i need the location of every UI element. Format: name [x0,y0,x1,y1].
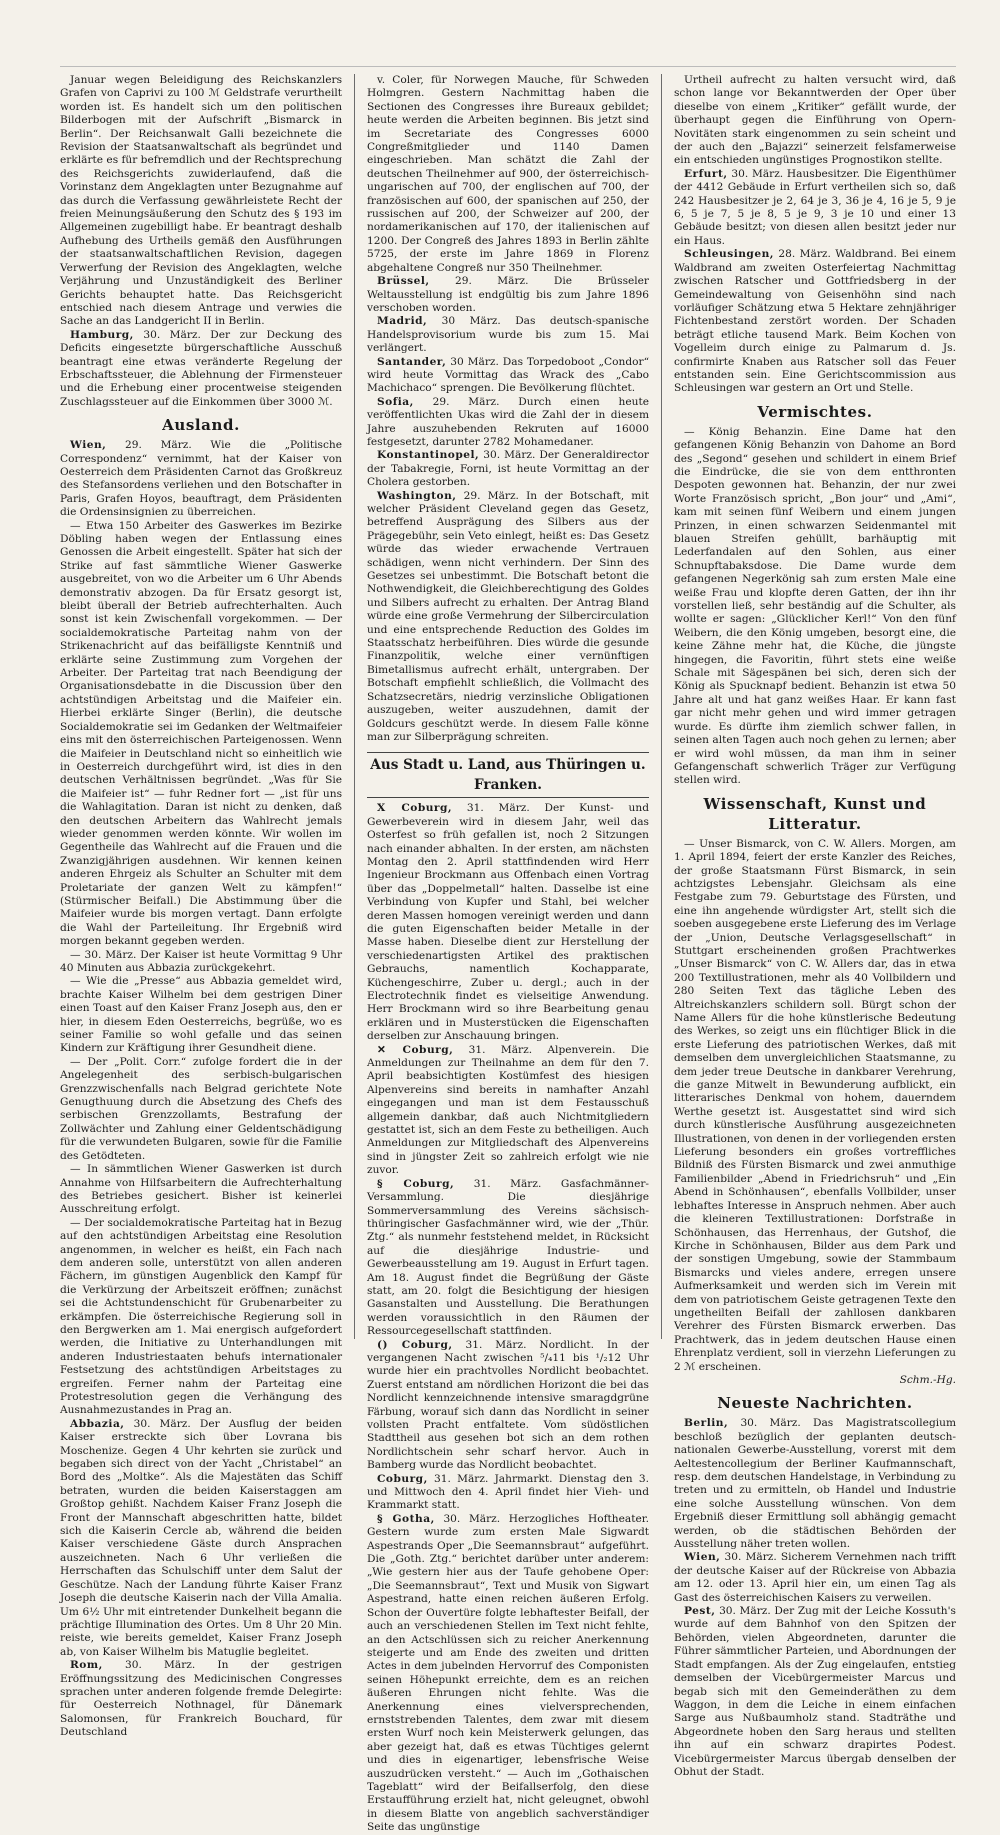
section-heading: Ausland. [162,416,240,435]
article-paragraph [60,439,342,519]
dateline: Hamburg, [70,328,134,341]
top-rule [60,66,956,67]
article-text: 29. März. Wie die „Politische Correspondenz“ vernimmt, hat der Kaiser von Oesterreich dem Präsidenten Carnot das Großkreuz des Stefansordens verliehen und den Botschafter in Paris, Grafen Hoyos, beauftragt, dem Präsidenten die Ordensinsignien zu überreichen. [60,439,343,519]
article-paragraph [674,74,956,168]
column-divider [661,74,662,1339]
dateline: Coburg, [376,1472,428,1485]
article-paragraph [367,1044,649,1178]
article-paragraph [367,74,649,275]
dateline: Wien, [70,439,107,452]
section-heading: Neueste Nachrichten. [717,1394,913,1413]
dateline: Wien, [683,1551,721,1564]
article-paragraph [367,396,649,450]
article-text: 31. März. Jahrmarkt. Dienstag den 3. und Mittwoch den 4. April findet hier Vieh- und Krammarkt statt. [366,1472,649,1512]
dateline: Santander, [376,355,447,368]
article-text: — Wie die „Presse“ aus Abbazia gemeldet wird, brachte Kaiser Wilhelm bei dem gestrigen Diner einen Toast auf den Kaiser Franz Joseph aus, den er hier, in diesem Eden Oesterreichs, begrüße, wo es seiner Familie so wohl gefalle und das seinen Kindern zur Kräftigung ihrer Gesundheit diene. [60,975,343,1055]
article-text: 29. März. Die Brüsseler Weltausstellung ist endgültig bis zum Jahre 1896 verschoben worden. [366,275,649,314]
dateline: X Coburg, [376,802,453,815]
article-text: 30. März. Der zur Deckung des Deficits eingesetzte bürgerschaftliche Ausschuß beantragt eine etwas veränderte Regelung der Erbschaftssteuer, die Ablehnung der Firmensteuer und die Erhebung einer procentweise steigenden Zuschlagssteuer auf die Einkommen über 3000 ℳ. [60,328,343,408]
article-paragraph [367,1513,649,1835]
dateline: Erfurt, [683,167,728,180]
article-text: 30. März. In der gestrigen Eröffnungssitzung des Medicinischen Congresses sprachen unter anderen folgende fremde Delegirte: für Oesterreich Nothnagel, für Dänemark Salomonsen, für Frankreich Bouchard, für Deutschland [60,1659,343,1739]
article-text: 29. März. Durch einen heute veröffentlichten Ukas wird die Zahl der in diesem Jahre auszuhebenden Rekruten auf 16000 festgesetzt, darunter 2782 Mohamedaner. [366,395,649,448]
column-divider [354,74,355,1339]
article-paragraph [367,275,649,315]
columns [60,74,956,1834]
article-text: 30. März. Das Magistratscollegium beschloß bezüglich der geplanten deutsch-nationalen Gewerbe-Ausstellung, vorerst mit dem Aeltestencollegium der Berliner Kaufmannschaft, resp. dem deutschen Handelstage, in Verbindung zu treten und zu ermitteln, ob Handel und Industrie eine solche Ausstellung wünschen. Von dem Ergebniß dieser Ermittlung soll abhängig gemacht werden, ob die städtischen Behörden der Ausstellung näher treten wollen. [673,1417,956,1551]
dateline: Schleusingen, [683,248,774,261]
section-heading: Aus Stadt u. Land, aus Thüringen u. Franken. [367,752,649,798]
article-paragraph [367,356,649,396]
article-paragraph [60,1056,342,1163]
article-paragraph [674,1417,956,1551]
article-paragraph [60,975,342,1055]
article-text: — In sämmtlichen Wiener Gaswerken ist durch Annahme von Hilfsarbeitern die Aufrechterhaltung des Betriebes gesichert. Bisher ist keinerlei Ausschreitung erfolgt. [60,1163,343,1216]
article-text: 30. März. Der Generaldirector der Tabakregie, Forni, ist heute Vormittag an der Cholera gestorben. [366,449,649,489]
article-paragraph [367,449,649,489]
article-text: — 30. März. Der Kaiser ist heute Vormittag 9 Uhr 40 Minuten aus Abbazia zurückgekehrt. [60,948,343,974]
dateline: Brüssel, [376,275,430,288]
article-paragraph [367,1178,649,1339]
dateline: Sofia, [376,395,414,408]
dateline: ✕ Coburg, [376,1043,454,1056]
article-paragraph [60,74,342,329]
article-text: — Unser Bismarck, von C. W. Allers. Morgen, am 1. April 1894, feiert der erste Kanzler des Reiches, der große Staatsmann Fürst Bismarck, in sein achtzigstes Lebensjahr. Gleichsam als eine Festgabe zum 79. Geburtstage des Fürsten, und eine ihn angehende würdigster Art, stellt sich die soeben ausgegebene erste Lieferung des im Verlage der „Union, Deutsche Verlagsgesellschaft“ in Stuttgart erscheinenden großen Prachtwerkes „Unser Bismarck“ von C. W. Allers dar, das in etwa 200 Textillustrationen, mehr als 40 Vollbildern und 280 Seiten Text das tägliche Leben des Altreichskanzlers schildern soll. Bürgt schon der Name Allers für die hohe künstlerische Bedeutung des Werkes, so zeigt uns ein flüchtiger Blick in die erste Lieferung des patriotischen Werkes, daß mit demselben dem unvergleichlichen Staatsmanne, zu dem jeder treue Deutsche in dankbarer Verehrung, die ganze Mitwelt in Bewunderung aufblickt, ein litterarisches Denkmal von hohem, dauerndem Werthe gesetzt ist. Ausgestattet sind wird sich durch künstlerische Ausführung ausgezeichneten Illustrationen, von denen in der vorliegenden ersten Lieferung besonders ein großes vortreffliches Bildniß des Fürsten Bismarck und zwei anmuthige Familienbilder „Abend in Friedrichsruh“ und „Ein Abend in Schönhausen“, ebenfalls Vollbilder, unser lebhaftes Interesse in Anspruch nehmen. Aber auch die kleineren Textillustrationen: Dorfstraße in Schönhausen, das Herrenhaus, der Gutshof, die Kirche in Schönhausen, Bilder aus dem Park und der sonstigen Umgebung, sowie der Stammbaum Bismarcks und vieles andere, erregen unsere Aufmerksamkeit und werden sich im Verein mit dem von patriotischem Geiste getragenen Texte den ungetheilten Beifall der zahllosen dankbaren Verehrer des Fürsten Bismarck erwerben. Das Prachtwerk, das in jedem deutschen Hause einen Ehrenplatz verdient, soll in vierzehn Lieferungen zu 2 ℳ erscheinen. [673,837,956,1373]
article-paragraph [60,520,342,949]
dateline: Konstantinopel, [376,449,480,462]
article-text: — Der socialdemokratische Parteitag hat in Bezug auf den achtstündigen Arbeitstag eine Resolution angenommen, in welcher es heißt, ein Fach nach dem anderen solle, unterstützt von allen anderen Fächern, im günstigen Augenblick den Kampf für die Verkürzung der Arbeitszeit eröffnen; zunächst sei die Achtstundenschicht für Grubenarbeiter zu erkämpfen. Die österreichische Regierung soll in den Bergwerken am 1. Mai energisch aufgefordert werden, die Initiative zu Unterhandlungen mit anderen Industriestaaten behufs internationaler Festsetzung des achtstündigen Arbeitstages zu ergreifen. Ferner nahm der Parteitag eine Protestresolution gegen die Verhängung des Ausnahmezustandes in Prag an. [60,1216,343,1417]
article-text: 30. März. Sicherem Vernehmen nach trifft der deutsche Kaiser auf der Rückreise von Abbazia am 12. oder 13. April hier ein, um einen Tag als Gast des österreichischen Kaisers zu verweilen. [673,1551,956,1604]
article-text: 28. März. Waldbrand. Bei einem Waldbrand am zweiten Osterfeiertag Nachmittag zwischen Ratscher und Gottfriedsberg in der Gemeindewaltung von Geisenhöhn sind nach vorläufiger Schätzung etwa 5 Hektare zehnjähriger Fichtenbestand zerstört worden. Der Schaden beträgt etliche tausend Mark. Beim Kochen von Vogelleim durch einige zu Palmarum d. Js. confirmirte Knaben aus Ratscher soll das Feuer entstanden sein. Eine Gerichtscommission aus Schleusingen war gestern an Ort und Stelle. [673,248,956,395]
article-text: 31. März. Der Kunst- und Gewerbeverein wird in diesem Jahr, weil das Osterfest so früh gefallen ist, noch 2 Sitzungen nach einander abhalten. In der ersten, am nächsten Montag den 2. April stattfindenden wird Herr Ingenieur Brockmann aus Offenbach einen Vortrag über das „Doppelmetall“ halten. Dasselbe ist eine Verbindung von Kupfer und Stahl, bei welcher deren Massen homogen vereinigt werden und dann die guten Eigenschaften beider Metalle in der Masse haben. Dieselbe dient zur Herstellung der verschiedenartigsten Artikel des praktischen Gebrauchs, namentlich Kochapparate, Küchengeschirre, Zuber u. dergl.; auch in der Electrotechnik findet es vielseitige Anwendung. Herr Brockmann wird so ihre Bearbeitung genau erklären und in Musterstücken die Eigenschaften derselben zur Anschauung bringen. [366,802,649,1043]
article-text: Januar wegen Beleidigung des Reichskanzlers Grafen von Caprivi zu 100 ℳ Geldstrafe verurtheilt worden ist. Es handelt sich um den politischen Bilderbogen mit der Aufschrift „Bismarck in Berlin“. Der Reichsanwalt Galli bezeichnete die Revision der Staatsanwaltschaft als begründet und erklärte es für befremdlich und der Rechtsprechung des Reichsgerichts zuwiderlaufend, daß die Vorinstanz dem Angeklagten unter Bezugnahme auf das durch die Verfassung gewährleistete Recht der freien Meinungsäußerung den Schutz des § 193 im Allgemeinen zugebilligt habe. Er beantragt deshalb Aufhebung des Urtheils gemäß den Ausführungen der staatsanwaltschaftlichen Revision, dagegen Verwerfung der Revision des Angeklagten, welche Verjährung und Unzuständigkeit des Berliner Gerichts behauptet hatte. Das Reichsgericht entschied nach diesem Antrage und verwies die Sache an das Landgericht II in Berlin. [60,74,343,328]
article-paragraph [60,1659,342,1739]
dateline: § Coburg, [376,1177,455,1190]
article-paragraph [60,1217,342,1418]
article-text: 30 März. Das deutsch-spanische Handelsprovisorium wurde bis zum 15. Mai verlängert. [366,315,649,355]
dateline: Madrid, [376,315,428,328]
dateline: Berlin, [683,1417,729,1430]
article-paragraph [674,248,956,395]
article-paragraph [674,1605,956,1779]
article-text: — Etwa 150 Arbeiter des Gaswerkes im Bezirke Döbling haben wegen der Entlassung eines Genossen die Arbeit eingestellt. Später hat sich der Strike auf fast sämmtliche Wiener Gaswerke ausgebreitet, von wo die Arbeiter um 6 Uhr Abends demonstrativ abzogen. Da für Ersatz gesorgt ist, bleibt überall der Betrieb aufrechterhalten. Auch sonst ist kein Zwischenfall vorgekommen. — Der socialdemokratische Parteitag nahm von der Strikenachricht auf das beifälligste Kenntniß und erklärte seine Zustimmung zum Vorgehen der Arbeiter. Der Parteitag trat nach Beendigung der Organisationsdebatte in die Discussion über den achtstündigen Arbeitstag und die Maifeier ein. Hierbei erklärte Singer (Berlin), die deutsche Socialdemokratie sei im Gedanken der Weltmaifeier eins mit den österreichischen Parteigenossen. Wenn die Maifeier in Deutschland nicht so einheitlich wie in Oesterreich durchgeführt wird, ist dies in den deutschen Verhältnissen begründet. „Was für Sie die Maifeier ist“ — fuhr Redner fort — „ist für uns die Wahlagitation. Daran ist nicht zu denken, daß den deutschen Arbeitern das Wahlrecht jemals wieder genommen werden könnte. Wir wollen im Gegentheile das Wahlrecht auf die Frauen und die Zwanzigjährigen ausdehnen. Wir kennen keinen anderen Ehrgeiz als Schulter an Schulter mit dem Proletariate der ganzen Welt zu kämpfen!“ (Stürmischer Beifall.) Die Abstimmung über die Maifeier wurde bis morgen vertagt. Dann erfolgte die Wahl der Parteileitung. Ihr Ergebniß wird morgen bekannt gegeben werden. [60,519,343,948]
article-paragraph [367,1339,649,1473]
article-paragraph [367,802,649,1043]
article-text: v. Coler, für Norwegen Mauche, für Schweden Holmgren. Gestern Nachmittag haben die Sectionen des Congresses ihre Bureaux gebildet; heute werden die Arbeiten beginnen. Bis jetzt sind im Secretariate des Congresses 6000 Congreßmitglieder und 1140 Damen eingeschrieben. Man schätzt die Zahl der deutschen Theilnehmer auf 900, der österreichisch-ungarischen auf 700, der englischen auf 700, der französischen auf 600, der spanischen auf 250, der russischen auf 200, der Schweizer auf 200, der nordamerikanischen auf 170, der italienischen auf 1200. Der Congreß des Jahres 1893 in Berlin zählte 5725, der erste im Jahre 1869 in Florenz abgehaltene Congreß nur 350 Theilnehmer. [366,74,649,274]
article-text: 29. März. In der Botschaft, mit welcher Präsident Cleveland gegen das Gesetz, betreffend Ausprägung des Silbers aus der Prägegebühr, sein Veto einlegt, heißt es: Das Gesetz würde das wieder erwachende Vertrauen schädigen, wenn nicht verhindern. Der Sinn des Gesetzes sei unbestimmt. Die Botschaft betont die Nothwendigkeit, die Gleichberechtigung des Goldes und Silbers aufrecht zu erhalten. Der Antrag Bland würde eine große Vermehrung der Silbercirculation und eine entsprechende Reduction des Goldes im Staatsschatz herbeiführen. Dies würde die gesunde Finanzpolitik, welche einer vernünftigen Bimetallismus aufrecht erhält, untergraben. Der Botschaft empfiehlt schließlich, die Vollmacht des Schatzsecretärs, niedrig verzinsliche Obligationen auszugeben, weiter auszudehnen, damit der Goldcurs geschützt werde. In diesem Falle könne man zur Silberprägung schreiten. [366,489,649,743]
article-text: 30. März. Hausbesitzer. Die Eigenthümer der 4412 Gebäude in Erfurt vertheilen sich so, daß 242 Hausbesitzer je 2, 64 je 3, 36 je 4, 16 je 5, 9 je 6, 5 je 7, 5 je 8, 5 je 9, 3 je 10 und einer 13 Gebäude besitzt; von diesen allen besitzt jeder nur ein Haus. [673,167,956,247]
dateline: Pest, [683,1605,716,1618]
article-paragraph [674,168,956,248]
article-paragraph [367,1473,649,1513]
article-text: Urtheil aufrecht zu halten versucht wird, daß schon lange vor Bekanntwerden der Oper über dieselbe von einem „Kritiker“ gefällt wurde, der überhaupt gegen die Einführung von Opern-Novitäten stark eingenommen zu sein scheint und der auch den „Bajazzi“ seinerzeit felsfamerweise ein entschieden ungünstiges Prognostikon stellte. [673,74,956,167]
article-text: 31. März. Gasfachmänner-Versammlung. Die diesjährige Sommerversammlung des Vereins sächsisch-thüringischer Gasfachmänner wird, wie der „Thür. Ztg.“ als nunmehr feststehend meldet, in Rücksicht auf die diesjährige Industrie- und Gewerbeausstellung am 19. August in Erfurt tagen. Am 18. August findet die Begrüßung der Gäste statt, am 20. folgt die Besichtigung der hiesigen Gasanstalten und Ausstellung. Die Berathungen werden voraussichtlich in den Räumen der Ressourcegesellschaft stattfinden. [366,1177,649,1338]
article-paragraph [367,490,649,745]
article-paragraph [60,329,342,409]
column-left [60,74,343,1739]
article-paragraph [674,838,956,1374]
article-paragraph [60,949,342,976]
section-heading: Wissenschaft, Kunst und Litteratur. [703,794,927,833]
article-text: 30 März. Das Torpedoboot „Condor“ wird heute Vormittag das Wrack des „Cabo Machichaco“ sprengen. Die Bevölkerung flüchtet. [366,355,649,395]
column-middle [366,74,649,1834]
dateline: () Coburg, [376,1338,453,1351]
column-right [673,74,956,1778]
article-text: 30. März. Der Zug mit der Leiche Kossuth's wurde auf dem Bahnhof von den Spitzen der Behörden, vielen Abgeordneten, darunter die Führer sämmtlicher Parteien, und Abordnungen der Stadt empfangen. Als der Zug eingelaufen, entstieg demselben der Vicebürgermeister Marcus und begab sich mit den Gemeinderäthen zu dem Waggon, in dem die Leiche in einem einfachen Sarge aus Nußbaumholz stand. Stadträthe und Abgeordnete hoben den Sarg heraus und stellten ihn auf ein schwarz drapirtes Podest. Vicebürgermeister Marcus übergab denselben der Obhut der Stadt. [673,1605,956,1778]
article-paragraph [674,426,956,788]
dateline: Abbazia, [70,1417,125,1430]
dateline: § Gotha, [376,1512,435,1525]
article-paragraph [60,1163,342,1217]
article-paragraph [367,315,649,355]
dateline: Washington, [376,489,457,502]
article-text: 31. März. Alpenverein. Die Anmeldungen zur Theilnahme an dem für den 7. April beabsichtigten Kostümfest des hiesigen Alpenvereins sind bereits in namhafter Anzahl eingegangen und man ist dem Festausschuß allgemein dankbar, daß auch Nichtmitgliedern gestattet ist, sich an dem Feste zu betheiligen. Auch Anmeldungen zur Mitgliedschaft des Alpenvereins sind in jüngster Zeit so zahlreich erfolgt wie nie zuvor. [366,1043,649,1177]
article-paragraph [674,1551,956,1605]
section-heading: Vermischtes. [757,402,873,421]
author-signature: Schm.-Hg. [899,1373,956,1386]
dateline: Rom, [70,1659,103,1672]
article-text: 31. März. Nordlicht. In der vergangenen Nacht zwischen ⁵/₄11 bis ¹/₂12 Uhr wurde hier ein prachtvolles Nordlicht beobachtet. Zuerst entstand am nördlichen Horizont die bei das Nordlicht kennzeichnende intensive smaragdgrüne Färbung, worauf sich dann das Nordlicht in seiner vollsten Pracht entfaltete. Vom südöstlichen Stadttheil aus gesehen bot sich an dem rothen Nordlichtschein sehr scharf hervor. Auch in Bamberg wurde das Nordlicht beobachtet. [366,1338,649,1472]
article-paragraph [60,1418,342,1659]
article-text: — Der „Polit. Corr.“ zufolge fordert die in der Angelegenheit des serbisch-bulgarischen Grenzzwischenfalls nach Belgrad gerichtete Note Genugthuung durch die Absetzung des Chefs des serbischen Grenzzollamts, Bestrafung der Zollwächter und Zahlung einer Geldentschädigung für die verwundeten Bulgaren, sowie für die Familie des Getödteten. [60,1055,343,1162]
article-text: 30. März. Der Ausflug der beiden Kaiser erstreckte sich über Lovrana bis Moschenize. Gegen 4 Uhr kehrten sie zurück und begaben sich direct von der Yacht „Christabel“ an Bord des „Moltke“. Als die Majestäten das Schiff betraten, wurden die beiden Kaiserstaggen am Großtop gehißt. Nachdem Kaiser Franz Joseph die Front der Mannschaft abgeschritten hatte, bildet sich die Kaiserin Cercle ab, während die beiden Kaiser verschiedene Gäste durch Ansprachen auszeichneten. Nach 6 Uhr verließen die Herrschaften das Schulschiff unter dem Salut der Geschütze. Nach der Landung führte Kaiser Franz Joseph die deutsche Kaiserin nach der Villa Amalia. Um 6½ Uhr mit eintretender Dunkelheit begann die prächtige Illumination des Ortes. Um 8 Uhr 20 Min. reiste, wie bereits gemeldet, Kaiser Franz Joseph ab, von Kaiser Wilhelm bis Matuglie begleitet. [60,1417,343,1658]
article-text: 30. März. Herzogliches Hoftheater. Gestern wurde zum ersten Male Sigwardt Aspestrands Oper „Die Seemannsbraut“ aufgeführt. Die „Goth. Ztg.“ berichtet darüber unter anderem: „Wie gestern hier aus der Taufe gehobene Oper: „Die Seemannsbraut“, Text und Musik von Sigwart Aspestrand, hatte einen reichen äußeren Erfolg. Schon der Ouvertüre folgte lebhaftester Beifall, der auch an verschiedenen Stellen im Text nicht fehlte, an den Actschlüssen sich zu reicher Anerkennung steigerte und am Ende des zweiten und dritten Actes in dem jubelnden Hervorruf des Componisten seinen Höhepunkt erreichte, dem es an reichen äußeren Ehrungen nicht fehlte. Was die Anerkennung eines vielversprechenden, ernststrebenden Talentes, dem zwar mit diesem ersten Wurf noch kein Meisterwerk gelungen, das aber gezeigt hat, daß es etwas Tüchtiges gelernt und dies in eigenartiger, lebensfrische Weise auszudrücken versteht.“ — Auch im „Gothaischen Tageblatt“ wird der Beifallserfolg, den diese Erstaufführung erzielt hat, nicht geleugnet, obwohl in diesem Blatte von angeblich sachverständiger Seite das ungünstige [366,1512,649,1834]
article-text: — König Behanzin. Eine Dame hat den gefangenen König Behanzin von Dahome an Bord des „Segond“ gesehen und schildert in einem Brief die Eindrücke, die sie von dem entthronten Despoten gewonnen hat. Behanzin, der nur zwei Worte Französisch spricht, „Bon jour“ und „Ami“, kam mit seinen fünf Weibern und einem jungen Prinzen, in einen schwarzen Seidenmantel mit blauen Streifen gehüllt, barhäuptig mit Lederfandalen auf den Sohlen, aus einer Schnupftabaksdose. Die Dame wurde dem gefangenen Negerkönig sah zum ersten Male eine weiße Frau und klopfte deren Gatten, der ihn ihr vorstellen ließ, sehr beständig auf die Schulter, als wollte er sagen: „Glücklicher Kerl!“ Von den fünf Weibern, die den König umgeben, besorgt eine, die keine Zähne mehr hat, die Küche, die jüngste hingegen, die Favoritin, führt stets eine weiße Schale mit Sägespänen bei sich, deren sich der König als Spucknapf bedient. Behanzin ist etwa 50 Jahre alt und hat ganz weißes Haar. Er kann fast gar nicht mehr gehen und wird immer getragen wurde. Es dürfte ihm ziemlich schwer fallen, in seinen alten Tagen auch noch gehen zu lernen; aber er wird wohl müssen, da man ihm in seiner Gefangenschaft schwerlich Träger zur Verfügung stellen wird. [673,425,956,787]
